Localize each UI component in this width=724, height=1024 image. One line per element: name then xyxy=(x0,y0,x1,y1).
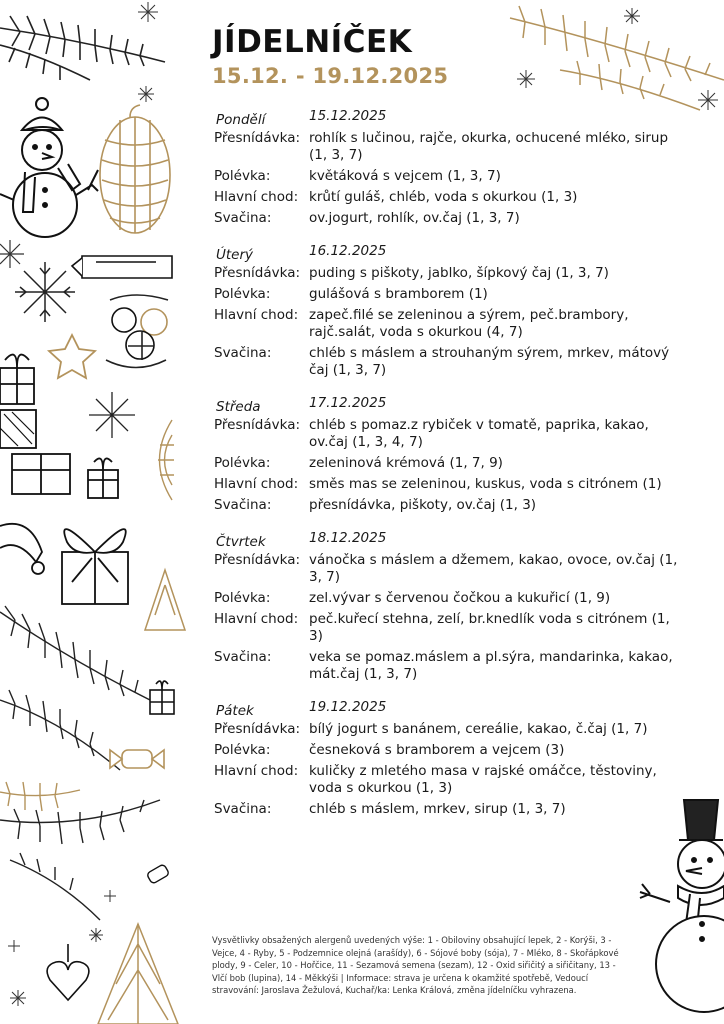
hat-icon xyxy=(0,524,44,574)
day-name: Středa xyxy=(216,399,261,415)
meal-label: Svačina: xyxy=(214,649,272,665)
page-title: JÍDELNÍČEK xyxy=(212,24,413,60)
day-name: Úterý xyxy=(216,247,254,263)
meal-value: rohlík s lučinou, rajče, okurka, ochucené mléko, sirup (1, 3, 7) xyxy=(309,130,669,163)
meal-row xyxy=(214,417,684,451)
snowflake-icon xyxy=(15,262,75,322)
meal-value: zel.vývar s červenou čočkou a kukuřicí (1, 9) xyxy=(309,590,611,606)
meal-label: Přesnídávka: xyxy=(214,721,301,737)
meal-label: Polévka: xyxy=(214,590,271,606)
meal-label: Svačina: xyxy=(214,345,272,361)
meal-row xyxy=(214,345,684,379)
meal-row xyxy=(214,801,684,818)
snowflake-icon xyxy=(8,890,116,1006)
meal-row xyxy=(214,476,684,493)
fir-branch-icon xyxy=(0,16,165,80)
banner-ribbon-icon xyxy=(72,256,172,278)
meal-label: Hlavní chod: xyxy=(214,763,299,779)
meal-value: kuličky z mletého masa v rajské omáčce, těstoviny, voda s okurkou (1, 3) xyxy=(309,763,657,796)
pine-cone-icon xyxy=(158,420,174,500)
meal-label: Polévka: xyxy=(214,742,271,758)
meal-label: Hlavní chod: xyxy=(214,476,299,492)
meal-value: krůtí guláš, chléb, voda s okurkou (1, 3) xyxy=(309,189,578,205)
left-decorations xyxy=(0,0,200,1024)
meal-label: Přesnídávka: xyxy=(214,265,301,281)
meal-value: peč.kuřecí stehna, zelí, br.knedlík voda s citrónem (1, 3) xyxy=(309,611,670,644)
fir-branch-icon xyxy=(510,6,724,110)
date-range: 15.12. - 19.12.2025 xyxy=(212,64,449,88)
star-icon xyxy=(49,335,95,378)
meal-row xyxy=(214,265,684,282)
meal-label: Polévka: xyxy=(214,168,271,184)
allergen-footnote: Vysvětlivky obsažených alergenů uvedených výše: 1 - Obiloviny obsahující lepek, 2 - Korýši, 3 - Vejce, 4 - Ryby, 5 - Podzemnice olejná (arašídy), 6 - Sójové boby (sója), 7 - Mléko, 8 - Skořápkové plody, 9 - Celer, 10 - Hořčice, 11 - Sezamová semena (sezam), 12 - Oxid siřičitý a siřičitany, 13 - Vlčí bob (lupina), 14 - Měkkýši | Informace: strava je určena k okamžité spotřebě, Vedoucí stravování: Jaroslava Žežulová, Kuchař/ka: Lenka Králová, změna jídelníčku vyhrazena. xyxy=(212,935,619,995)
meal-row xyxy=(214,189,684,206)
meal-value: vánočka s máslem a džemem, kakao, ovoce, ov.čaj (1, 3, 7) xyxy=(309,552,678,585)
meal-value: chléb s máslem a strouhaným sýrem, mrkev, mátový čaj (1, 3, 7) xyxy=(309,345,670,378)
meal-label: Svačina: xyxy=(214,497,272,513)
meal-value: květáková s vejcem (1, 3, 7) xyxy=(309,168,501,184)
day-date: 18.12.2025 xyxy=(309,530,387,546)
meal-row xyxy=(214,497,684,514)
meal-value: zapeč.filé se zeleninou a sýrem, peč.brambory, rajč.salát, voda s okurkou (4, 7) xyxy=(309,307,629,340)
snowflake-icon xyxy=(517,8,718,110)
day-name: Pátek xyxy=(216,703,254,719)
meal-row xyxy=(214,552,684,586)
day-date: 15.12.2025 xyxy=(309,108,387,124)
meal-label: Svačina: xyxy=(214,210,272,226)
meal-value: chléb s máslem, mrkev, sirup (1, 3, 7) xyxy=(309,801,566,817)
meal-row xyxy=(214,130,684,164)
day-date: 17.12.2025 xyxy=(309,395,387,411)
meal-value: přesnídávka, piškoty, ov.čaj (1, 3) xyxy=(309,497,537,513)
bow-gift-icon xyxy=(62,529,128,604)
meal-row xyxy=(214,649,684,683)
day-date: 19.12.2025 xyxy=(309,699,387,715)
meal-label: Hlavní chod: xyxy=(214,611,299,627)
heart-ornament-icon xyxy=(47,944,89,1000)
meal-label: Hlavní chod: xyxy=(214,189,299,205)
weekly-menu xyxy=(214,106,684,832)
meal-label: Polévka: xyxy=(214,286,271,302)
meal-value: veka se pomaz.máslem a pl.sýra, mandarinka, kakao, mát.čaj (1, 3, 7) xyxy=(309,649,673,682)
snowflake-icon xyxy=(138,2,158,102)
fir-branch-icon xyxy=(0,782,80,811)
meal-value: puding s piškoty, jablko, šípkový čaj (1, 3, 7) xyxy=(309,265,609,281)
gift-box-icon xyxy=(150,681,174,714)
meal-value: ov.jogurt, rohlík, ov.čaj (1, 3, 7) xyxy=(309,210,520,226)
meal-row xyxy=(214,307,684,341)
day-section xyxy=(214,393,684,514)
christmas-tree-icon xyxy=(145,570,185,630)
meal-row xyxy=(214,455,684,472)
snowflake-icon xyxy=(89,392,135,438)
day-section xyxy=(214,106,684,227)
meal-row xyxy=(214,210,684,227)
meal-label: Svačina: xyxy=(214,801,272,817)
day-section xyxy=(214,697,684,818)
meal-label: Polévka: xyxy=(214,455,271,471)
christmas-tree-icon xyxy=(98,924,178,1024)
candy-icon xyxy=(146,864,169,884)
meal-value: česneková s bramborem a vejcem (3) xyxy=(309,742,565,758)
meal-label: Přesnídávka: xyxy=(214,130,301,146)
meal-row xyxy=(214,611,684,645)
meal-row xyxy=(214,742,684,759)
day-name: Pondělí xyxy=(216,112,266,128)
meal-value: gulášová s bramborem (1) xyxy=(309,286,488,302)
meal-row xyxy=(214,168,684,185)
day-date: 16.12.2025 xyxy=(309,243,387,259)
ornament-ball-icon xyxy=(106,295,168,368)
day-section xyxy=(214,528,684,683)
meal-row xyxy=(214,590,684,607)
day-section xyxy=(214,241,684,379)
day-name: Čtvrtek xyxy=(216,534,266,550)
meal-label: Přesnídávka: xyxy=(214,552,301,568)
meal-row xyxy=(214,721,684,738)
gift-box-icon xyxy=(0,355,118,498)
fir-branch-icon xyxy=(0,800,160,920)
meal-label: Hlavní chod: xyxy=(214,307,299,323)
meal-row xyxy=(214,286,684,303)
meal-value: směs mas se zeleninou, kuskus, voda s citrónem (1) xyxy=(309,476,662,492)
candy-icon xyxy=(110,750,164,768)
snowflake-icon xyxy=(0,240,24,268)
meal-value: chléb s pomaz.z rybiček v tomatě, paprika, kakao, ov.čaj (1, 3, 4, 7) xyxy=(309,417,649,450)
pine-cone-icon xyxy=(100,105,170,233)
meal-value: zeleninová krémová (1, 7, 9) xyxy=(309,455,503,471)
meal-label: Přesnídávka: xyxy=(214,417,301,433)
meal-value: bílý jogurt s banánem, cereálie, kakao, č.čaj (1, 7) xyxy=(309,721,648,737)
snowman-icon xyxy=(0,98,98,237)
meal-row xyxy=(214,763,684,797)
fir-branch-icon xyxy=(0,606,150,770)
